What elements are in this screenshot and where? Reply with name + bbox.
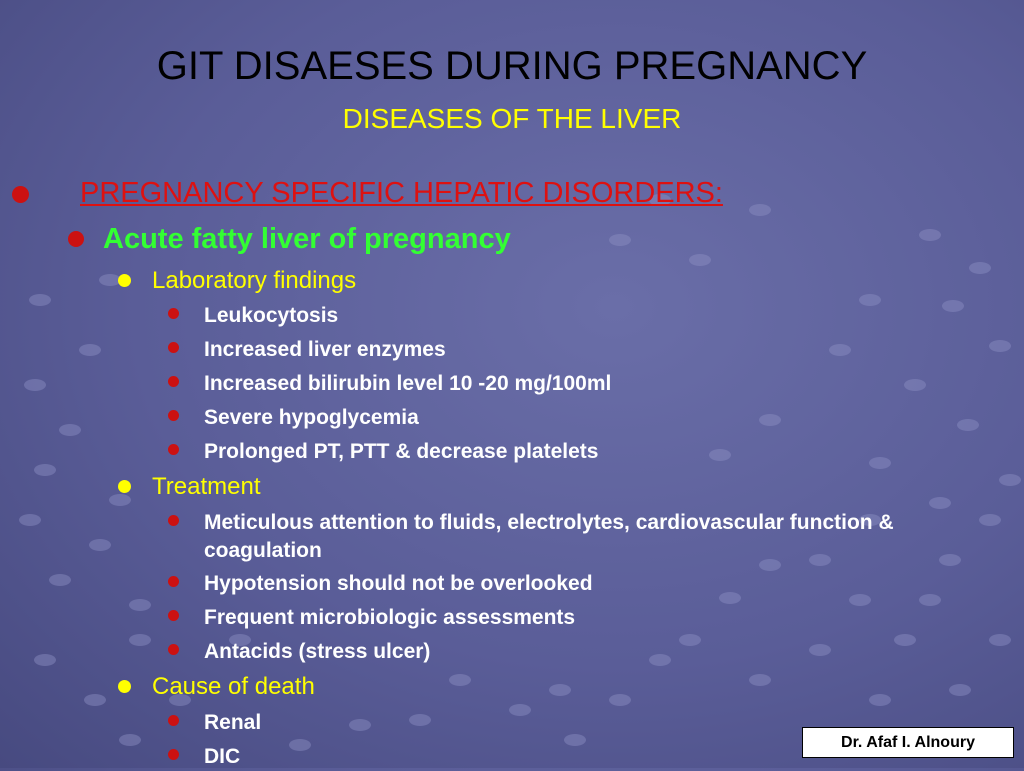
list-item-text: Frequent microbiologic assessments [204,606,576,629]
bullet-icon [118,274,131,287]
bullet-icon [168,410,179,421]
author-credit: Dr. Afaf I. Alnoury [802,727,1014,758]
bullet-icon [168,610,179,621]
bullet-icon [118,480,131,493]
heading-text: PREGNANCY SPECIFIC HEPATIC DISORDERS: [80,177,723,209]
list-item-text: Prolonged PT, PTT & decrease platelets [204,440,599,463]
list-item-text: Leukocytosis [204,304,339,327]
list-item-text: Severe hypoglycemia [204,406,419,429]
bullet-icon [168,749,179,760]
list-item-text: Antacids (stress ulcer) [204,640,431,663]
section-label: Cause of death [152,673,315,700]
bullet-icon [168,515,179,526]
bullet-icon [118,680,131,693]
bullet-icon [168,444,179,455]
list-item-text: Meticulous attention to fluids, electrolytes, cardiovascular function & coagulation [204,511,894,562]
list-item-text: Increased bilirubin level 10 -20 mg/100ml [204,372,612,395]
list-item-text: Hypotension should not be overlooked [204,572,593,595]
bullet-icon [168,644,179,655]
bullet-icon [168,308,179,319]
section-label: Laboratory findings [152,267,357,294]
list-item-text: DIC [204,745,241,768]
bullet-icon [168,342,179,353]
section-label: Treatment [152,473,261,500]
bullet-icon [168,576,179,587]
slide-title: GIT DISAESES DURING PREGNANCY [156,44,868,88]
bullet-icon [12,186,29,203]
list-item-text: Increased liver enzymes [204,338,446,361]
slide-subtitle: DISEASES OF THE LIVER [342,103,682,134]
bullet-icon [168,715,179,726]
list-item-text: Renal [204,711,262,734]
topic-text: Acute fatty liver of pregnancy [103,223,511,255]
bullet-icon [68,231,84,247]
bullet-icon [168,376,179,387]
